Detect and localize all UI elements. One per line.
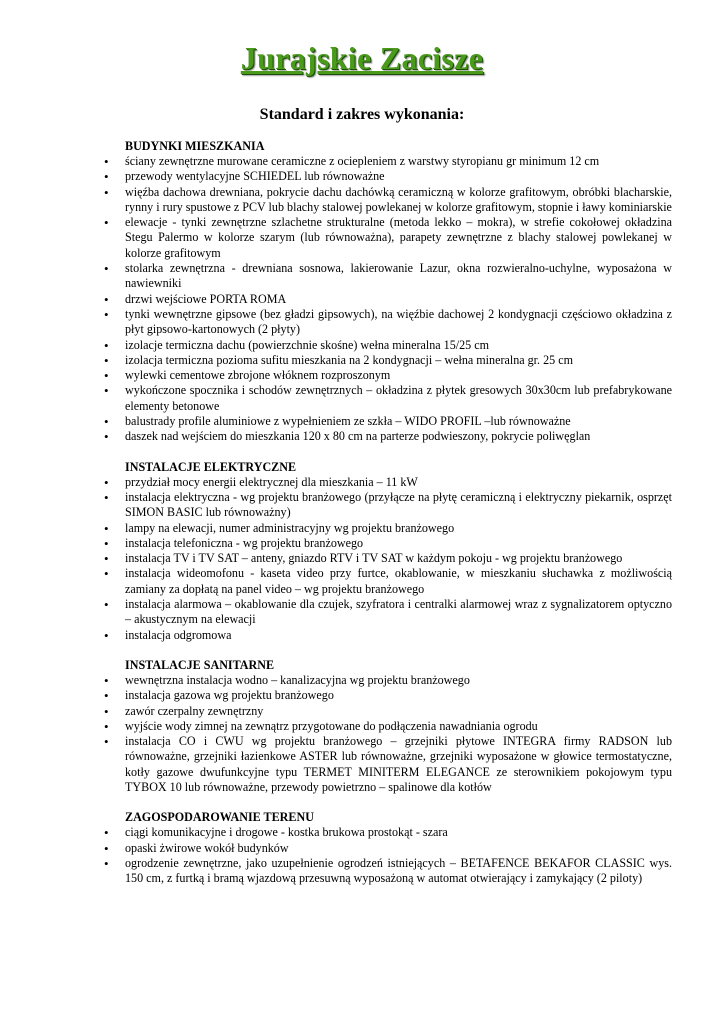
list-item: • lampy na elewacji, numer administracyjny wg projektu branżowego	[104, 521, 672, 536]
list-item: • opaski żwirowe wokół budynków	[104, 841, 672, 856]
list-item: • przydział mocy energii elektrycznej dla mieszkania – 11 kW	[104, 475, 672, 490]
section-heading: ZAGOSPODAROWANIE TERENU	[125, 810, 314, 825]
list-item: • wyjście wody zimnej na zewnątrz przygotowane do podłączenia nawadniania ogrodu	[104, 719, 672, 734]
list-item: • instalacja TV i TV SAT – anteny, gniazdo RTV i TV SAT w każdym pokoju - wg projektu branżowego	[104, 551, 672, 566]
section-heading: INSTALACJE ELEKTRYCZNE	[125, 459, 297, 474]
list-item: • instalacja odgromowa	[104, 628, 672, 643]
list-item: • instalacja telefoniczna - wg projektu branżowego	[104, 536, 672, 551]
list-item: • izolacje termiczna dachu (powierzchnie skośne) wełna mineralna 15/25 cm	[104, 338, 672, 353]
section-budynki-mieszkania	[104, 138, 672, 445]
list-item: • wykończone spocznika i schodów zewnętrznych – okładzina z płytek gresowych 30x30cm lub prefabrykowane elementy betonowe	[104, 383, 672, 414]
list-item: • tynki wewnętrzne gipsowe (bez gładzi gipsowych), na więźbie dachowej 2 kondygnacji częściowo okładzina z płyt gipsowo-kartonowych (2 płyty)	[104, 307, 672, 338]
list-item: • wylewki cementowe zbrojone włóknem rozproszonym	[104, 368, 672, 383]
document-subtitle: Standard i zakres wykonania:	[259, 106, 465, 123]
list-item: • przewody wentylacyjne SCHIEDEL lub równoważne	[104, 169, 672, 184]
list-item: • instalacja alarmowa – okablowanie dla czujek, szyfratora i centralki alarmowej wraz z sygnalizatorem optyczno – akustycznym na elewacji	[104, 597, 672, 628]
bullet-list	[104, 825, 672, 886]
list-item: • instalacja CO i CWU wg projektu branżowego – grzejniki płytowe INTEGRA firmy RADSON lub równoważne, grzejniki łazienkowe ASTER lub równoważne, grzejniki wyposażone w głowice termostatyczne, kotły gazowe dwufunkcyjne typu TERMET MINITERM ELEGANCE ze sterownikiem pokojowym typu TYBOX 10 lub równoważne, przewody powietrzno – spalinowe dla kotłów	[104, 734, 672, 795]
bullet-list	[104, 673, 672, 795]
list-item: • elewacje - tynki zewnętrzne szlachetne strukturalne (metoda lekko – mokra), w strefie cokołowej okładzina Stegu Palermo w kolorze szarym (lub równoważna), parapety zewnętrzne z blachy stalowej powlekanej w kolorze grafitowym	[104, 215, 672, 261]
list-item: • daszek nad wejściem do mieszkania 120 x 80 cm na parterze podwieszony, pokrycie poliwęglan	[104, 429, 672, 444]
section-zagospodarowanie-terenu	[104, 809, 672, 886]
document-body	[104, 138, 672, 886]
list-item: • izolacja termiczna pozioma sufitu mieszkania na 2 kondygnacji – wełna mineralna gr. 25 cm	[104, 353, 672, 368]
list-item: • więźba dachowa drewniana, pokrycie dachu dachówką ceramiczną w kolorze grafitowym, obróbki blacharskie, rynny i rury spustowe z PCV lub blachy stalowej powlekanej w kolorze grafitowym, stopnie i ławy kominiarskie	[104, 185, 672, 216]
list-item: • balustrady profile aluminiowe z wypełnieniem ze szkła – WIDO PROFIL –lub równoważne	[104, 414, 672, 429]
document-title: Jurajskie Zacisze	[240, 40, 484, 76]
bullet-list	[104, 475, 672, 643]
list-item: • zawór czerpalny zewnętrzny	[104, 704, 672, 719]
list-item: • drzwi wejściowe PORTA ROMA	[104, 292, 672, 307]
section-instalacje-elektryczne	[104, 459, 672, 643]
list-item: • instalacja wideomofonu - kaseta video przy furtce, okablowanie, w mieszkaniu słuchawka z możliwością zamiany za dopłatą na panel video – wg projektu branżowego	[104, 566, 672, 597]
list-item: • ogrodzenie zewnętrzne, jako uzupełnienie ogrodzeń istniejących – BETAFENCE BEKAFOR CLASSIC wys. 150 cm, z furtką i bramą wjazdową przesuwną wyposażoną w automat otwierający i zamykający (2 piloty)	[104, 856, 672, 887]
section-heading: INSTALACJE SANITARNE	[125, 657, 275, 672]
list-item: • instalacja elektryczna - wg projektu branżowego (przyłącze na płytę ceramiczną i elektryczny piekarnik, osprzęt SIMON BASIC lub równoważny)	[104, 490, 672, 521]
section-heading: BUDYNKI MIESZKANIA	[125, 139, 265, 153]
list-item: • ściany zewnętrzne murowane ceramiczne z ociepleniem z warstwy styropianu gr minimum 12 cm	[104, 154, 672, 169]
list-item: • wewnętrzna instalacja wodno – kanalizacyjna wg projektu branżowego	[104, 673, 672, 688]
bullet-list	[104, 154, 672, 445]
list-item: • ciągi komunikacyjne i drogowe - kostka brukowa prostokąt - szara	[104, 825, 672, 840]
section-instalacje-sanitarne	[104, 657, 672, 795]
list-item: • instalacja gazowa wg projektu branżowego	[104, 688, 672, 703]
list-item: • stolarka zewnętrzna - drewniana sosnowa, lakierowanie Lazur, okna rozwieralno-uchylne, wyposażona w nawiewniki	[104, 261, 672, 292]
